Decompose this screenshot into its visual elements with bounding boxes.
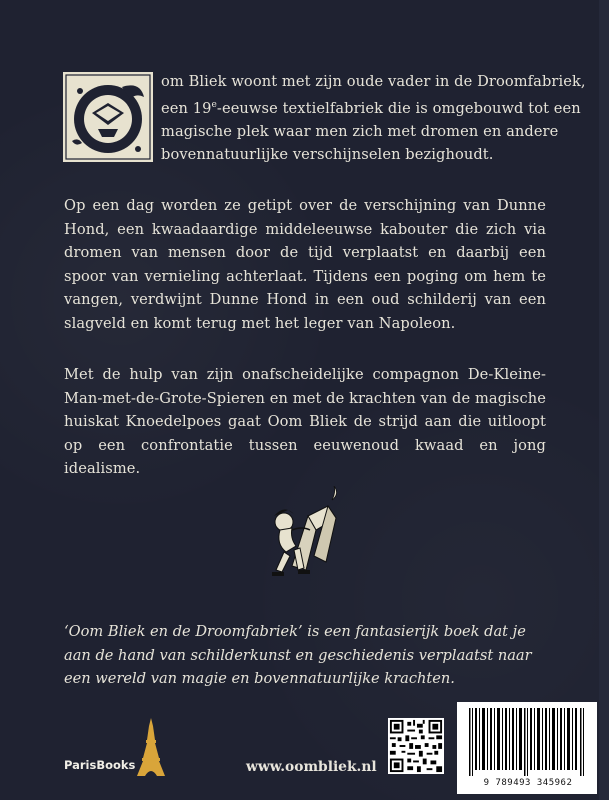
isbn-number: 9 789493 345962 xyxy=(483,778,573,788)
intro-line-3: magische plek waar men zich met dromen en andere xyxy=(161,122,559,140)
gnome-carrying-candle-icon xyxy=(258,486,356,586)
website-link[interactable]: www.oombliek.nl xyxy=(246,759,377,775)
barcode xyxy=(457,702,597,794)
qr-code-icon[interactable] xyxy=(388,718,444,774)
eiffel-tower-icon xyxy=(136,718,166,776)
promo-quote: ‘Oom Bliek en de Droomfabriek’ is een fantasierijk boek dat je aan de hand van schilderkunst en geschiedenis verplaatst naar een wereld van magie en bovennatuurlijke krachten. xyxy=(64,623,532,687)
intro-line-2: een 19e-eeuwse textielfabriek die is omgebouwd tot een xyxy=(161,99,581,117)
intro-line-1: om Bliek woont met zijn oude vader in de Droomfabriek, xyxy=(161,73,586,90)
intro-line-4: bovennatuurlijke verschijnselen bezighoudt. xyxy=(161,146,494,164)
paragraph-companions: Met de hulp van zijn onafscheidelijke compagnon De-Kleine-Man-met-de-Grote-Spieren en met de krachten van de magische huiskat Knoedelpoes gaat Oom Bliek de strijd aan die uitloopt op een confrontatie tussen eeuwenoud kwaad en jong idealisme. xyxy=(64,366,546,477)
paragraph-story: Op een dag worden ze getipt over de verschijning van Dunne Hond, een kwaadaardige middeleeuwse kabouter die zich via dromen van mensen door de tijd verplaatst en daarbij een spoor van vernieling achterlaat. Tijdens een poging om hem te vangen, verdwijnt Dunne Hond in een oud schilderij van een slagveld en komt terug met het leger van Napoleon. xyxy=(64,197,546,332)
publisher-name: ParisBooks xyxy=(64,758,136,772)
paragraph-intro xyxy=(64,70,586,167)
spine-edge xyxy=(599,0,609,800)
barcode-icon xyxy=(467,708,587,776)
